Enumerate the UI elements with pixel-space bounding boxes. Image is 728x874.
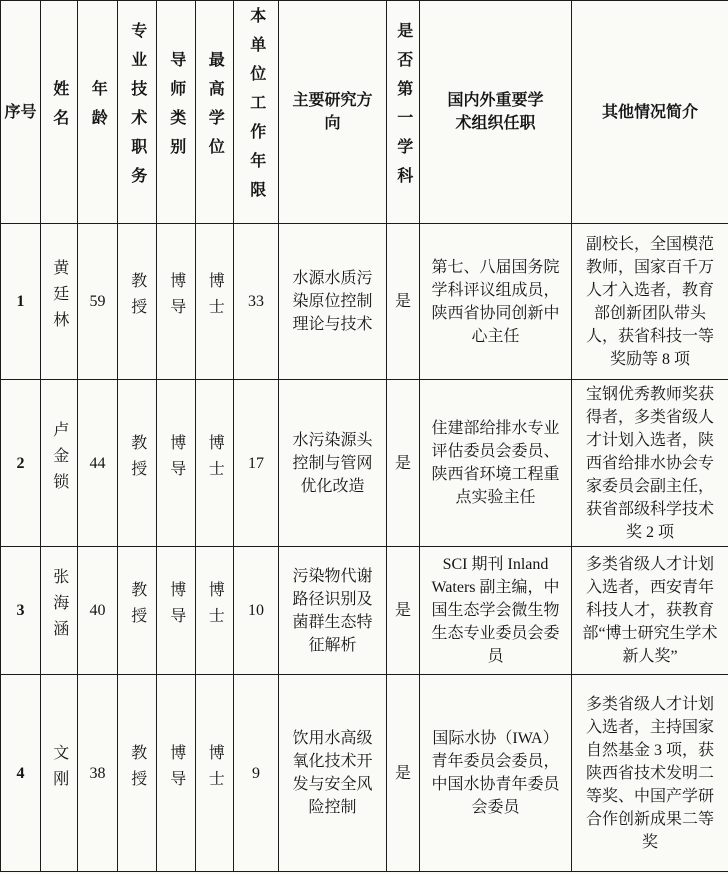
- cell-name: [41, 224, 78, 380]
- cell-other: 多类省级人才计划入选者，主持国家自然基金 3 项，获陕西省技术发明二等奖、中国产学研合作创新成果二等奖: [572, 675, 728, 872]
- cell-org: SCI 期刊 Inland Waters 副主编，中国生态学会微生物生态专业委员会委员: [420, 547, 572, 675]
- cell-research: 饮用水高级氧化技术开发与安全风险控制: [279, 675, 387, 872]
- header-degree: [196, 1, 234, 224]
- cell-mentor: [157, 547, 196, 675]
- header-name: [41, 1, 78, 224]
- title-text: 教授: [128, 272, 146, 324]
- cell-age: 59: [78, 224, 118, 380]
- header-title-label: 专业技术职务: [128, 21, 146, 196]
- cell-research: 水源水质污染原位控制理论与技术: [279, 224, 387, 380]
- mentor-text: 博导: [167, 272, 185, 324]
- cell-research: 污染物代谢路径识别及菌群生态特征解析: [279, 547, 387, 675]
- title-text: 教授: [128, 581, 146, 633]
- header-org: 国内外重要学术组织任职: [420, 1, 572, 224]
- header-title: [118, 1, 157, 224]
- header-row: [1, 1, 728, 224]
- cell-other: 多类省级人才计划入选者，西安青年科技人才，获教育部“博士研究生学术新人奖”: [572, 547, 728, 675]
- header-other: 其他情况简介: [572, 1, 728, 224]
- cell-age: 44: [78, 380, 118, 547]
- name-text: 卢金锁: [50, 420, 68, 499]
- cell-mentor: [157, 380, 196, 547]
- table-row: [1, 675, 728, 872]
- cell-seq: 2: [1, 380, 41, 547]
- degree-text: 博士: [206, 743, 224, 796]
- cell-research: 水污染源头控制与管网优化改造: [279, 380, 387, 547]
- degree-text: 博士: [206, 272, 224, 324]
- header-years: [234, 1, 279, 224]
- cell-degree: [196, 224, 234, 380]
- cell-degree: [196, 675, 234, 872]
- cell-age: 40: [78, 547, 118, 675]
- cell-other: 副校长，全国模范教师，国家百千万人才入选者，教育部创新团队带头人，获省科技一等奖励等 8 项: [572, 224, 728, 380]
- table-row: [1, 224, 728, 380]
- header-seq-label: 序号: [4, 103, 37, 121]
- cell-seq: 1: [1, 224, 41, 380]
- cell-seq: 4: [1, 675, 41, 872]
- cell-years: 10: [234, 547, 279, 675]
- mentor-text: 博导: [167, 433, 185, 486]
- cell-title: [118, 224, 157, 380]
- cell-name: [41, 380, 78, 547]
- header-first-discipline-label: 是否第一学科: [394, 21, 412, 196]
- header-age-label: 年龄: [89, 79, 107, 138]
- name-text: 黄廷林: [50, 259, 68, 337]
- degree-text: 博士: [206, 581, 224, 633]
- cell-first-discipline: 是: [387, 224, 420, 380]
- header-research: 主要研究方向: [279, 1, 387, 224]
- cell-first-discipline: 是: [387, 675, 420, 872]
- cell-first-discipline: 是: [387, 380, 420, 547]
- name-text: 文刚: [50, 743, 68, 796]
- cell-other: 宝钢优秀教师奖获得者，多类省级人才计划入选者，陕西省给排水协会专家委员会副主任，获省部级科学技术奖 2 项: [572, 380, 728, 547]
- header-first-discipline: [387, 1, 420, 224]
- cell-degree: [196, 380, 234, 547]
- header-mentor: [157, 1, 196, 224]
- cell-degree: [196, 547, 234, 675]
- header-degree-label: 最高学位: [206, 50, 224, 167]
- cell-years: 9: [234, 675, 279, 872]
- header-years-label: 本单位工作年限: [247, 7, 265, 210]
- table-row: [1, 380, 728, 547]
- cell-org: 住建部给排水专业评估委员会委员、陕西省环境工程重点实验主任: [420, 380, 572, 547]
- cell-name: [41, 547, 78, 675]
- table-row: [1, 547, 728, 675]
- header-age: [78, 1, 118, 224]
- cell-title: [118, 675, 157, 872]
- cell-years: 17: [234, 380, 279, 547]
- header-seq: [1, 1, 41, 224]
- title-text: 教授: [128, 743, 146, 796]
- mentor-text: 博导: [167, 581, 185, 633]
- cell-name: [41, 675, 78, 872]
- cell-org: 国际水协（IWA）青年委员会委员，中国水协青年委员会委员: [420, 675, 572, 872]
- header-name-label: 姓名: [50, 79, 68, 138]
- cell-title: [118, 547, 157, 675]
- degree-text: 博士: [206, 433, 224, 486]
- mentor-text: 博导: [167, 743, 185, 796]
- cell-first-discipline: 是: [387, 547, 420, 675]
- cell-org: 第七、八届国务院学科评议组成员，陕西省协同创新中心主任: [420, 224, 572, 380]
- cell-age: 38: [78, 675, 118, 872]
- cell-mentor: [157, 675, 196, 872]
- cell-title: [118, 380, 157, 547]
- name-text: 张海涵: [50, 568, 68, 646]
- header-mentor-label: 导师类别: [167, 50, 185, 167]
- cell-years: 33: [234, 224, 279, 380]
- cell-seq: 3: [1, 547, 41, 675]
- title-text: 教授: [128, 433, 146, 486]
- cell-mentor: [157, 224, 196, 380]
